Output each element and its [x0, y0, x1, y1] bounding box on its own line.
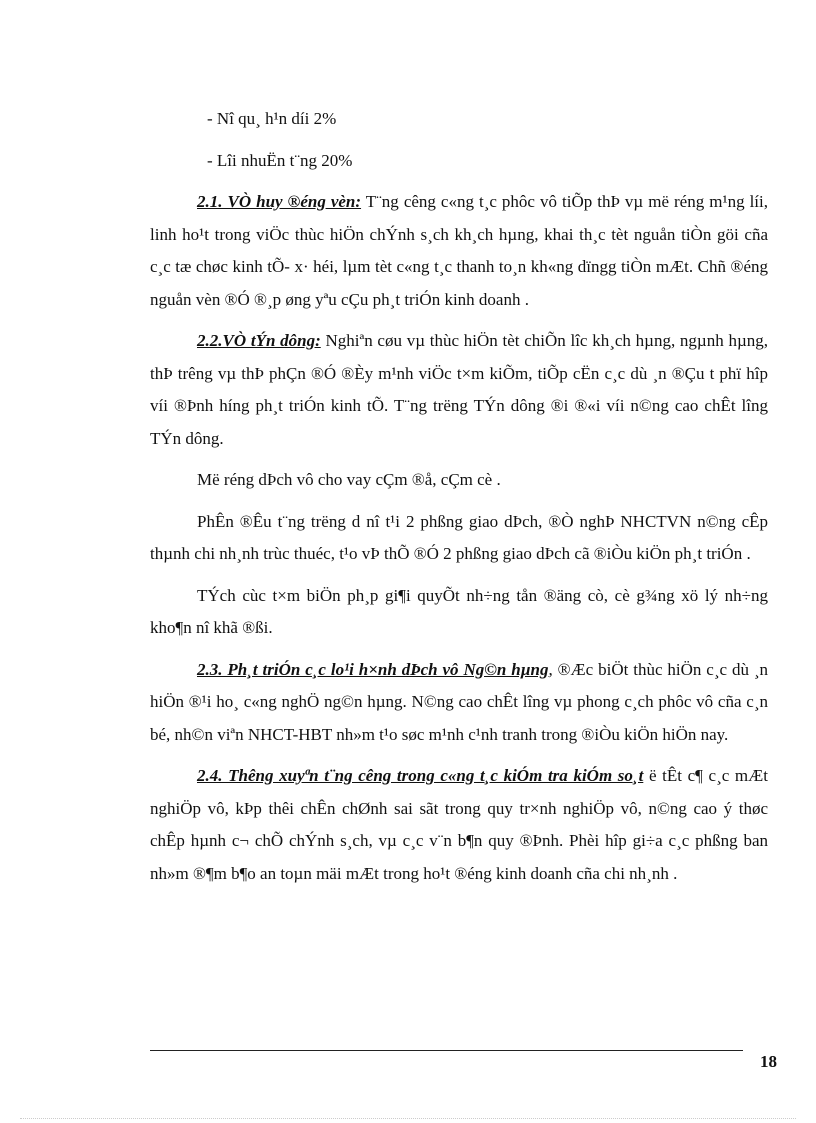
document-body — [150, 103, 768, 890]
footer-rule — [150, 1050, 743, 1051]
section-credit — [150, 325, 768, 455]
section-text: T¨ng cêng c«ng t¸c phôc vô tiÕp thÞ vµ më réng m¹ng líi, linh ho¹t trong viÖc thùc hiÖn chÝnh s¸ch kh¸ch hµng, khai th¸c tèt nguån tiÒn göi cña c¸c tæ chøc kinh tÕ- x· héi, lµm tèt c«ng t¸c thanh to¸n kh«ng dïngg tiÒn mÆt. Chñ ®éng nguån vèn ®Ó ®¸p øng yªu cÇu ph¸t triÓn kinh doanh . — [150, 192, 768, 309]
paragraph-branch-growth: PhÊn ®Êu t¨ng trëng d nî t¹i 2 phßng giao dÞch, ®Ò nghÞ NHCTVN n©ng cÊp thµnh chi nh¸nh trùc thuéc, t¹o vÞ thÕ ®Ó 2 phßng giao dÞch cã ®iÒu kiÖn ph¸t triÓn . — [150, 511, 768, 563]
page-bottom-border — [20, 1118, 796, 1119]
paragraph-pawn-lending: Më réng dÞch vô cho vay cÇm ®å, cÇm cè . — [197, 470, 501, 489]
section-services — [150, 654, 768, 752]
section-capital — [150, 186, 768, 316]
section-inspection — [150, 760, 768, 890]
page-number: 18 — [760, 1052, 777, 1071]
bullet-profit: - Lîi nhuËn t¨ng 20% — [207, 150, 353, 170]
section-text: ë tÊt c¶ c¸c mÆt nghiÖp vô, kÞp thêi chÊn chØnh sai sãt trong quy tr×nh nghiÖp vô, n©ng cao ý thøc chÊp hµnh c¬ chÕ chÝnh s¸ch, vµ c¸c v¨n b¶n quy ®Þnh. Phèi hîp gi÷a c¸c phßng ban nh»m ®¶m b¶o an toµn mäi mÆt trong ho¹t ®éng kinh doanh cña chi nh¸nh . — [150, 766, 768, 883]
paragraph-bad-debt: TÝch cùc t×m biÖn ph¸p gi¶i quyÕt nh÷ng tån ®äng cò, cè g¾ng xö lý nh÷ng kho¶n nî khã ®ßi. — [150, 585, 768, 637]
section-text: Nghiªn cøu vµ thùc hiÖn tèt chiÕn lîc kh¸ch hµng, ngµnh hµng, thÞ trêng vµ thÞ phÇn ®Ó ®Èy m¹nh viÖc t×m kiÕm, tiÕp cËn c¸c dù ¸n ®Çu t phï hîp víi ®Þnh híng ph¸t triÓn kinh tÕ. T¨ng trëng TÝn dông ®i ®«i víi n©ng cao chÊt lîng TÝn dông. — [150, 331, 768, 448]
section-heading: 2.3. Ph¸t triÓn c¸c lo¹i h×nh dÞch vô Ng©n hµng — [197, 659, 549, 679]
section-heading: 2.4. Thêng xuyªn t¨ng cêng trong c«ng t¸c kiÓm tra kiÓm so¸t — [197, 766, 644, 785]
section-heading: 2.1. VÒ huy ®éng vèn: — [197, 192, 362, 211]
bullet-bad-debt: - Nî qu¸ h¹n díi 2% — [207, 109, 337, 128]
section-heading: 2.2.VÒ tÝn dông: — [197, 331, 321, 350]
section-text: , ®Æc biÖt thùc hiÖn c¸c dù ¸n hiÖn ®¹i ho¸ c«ng nghÖ ng©n hµng. N©ng cao chÊt lîng vµ phong c¸ch phôc vô cña c¸n bé, nh©n viªn NHCT-HBT nh»m t¹o søc m¹nh c¹nh tranh trong ®iÒu kiÖn hiÖn nay. — [150, 659, 769, 744]
